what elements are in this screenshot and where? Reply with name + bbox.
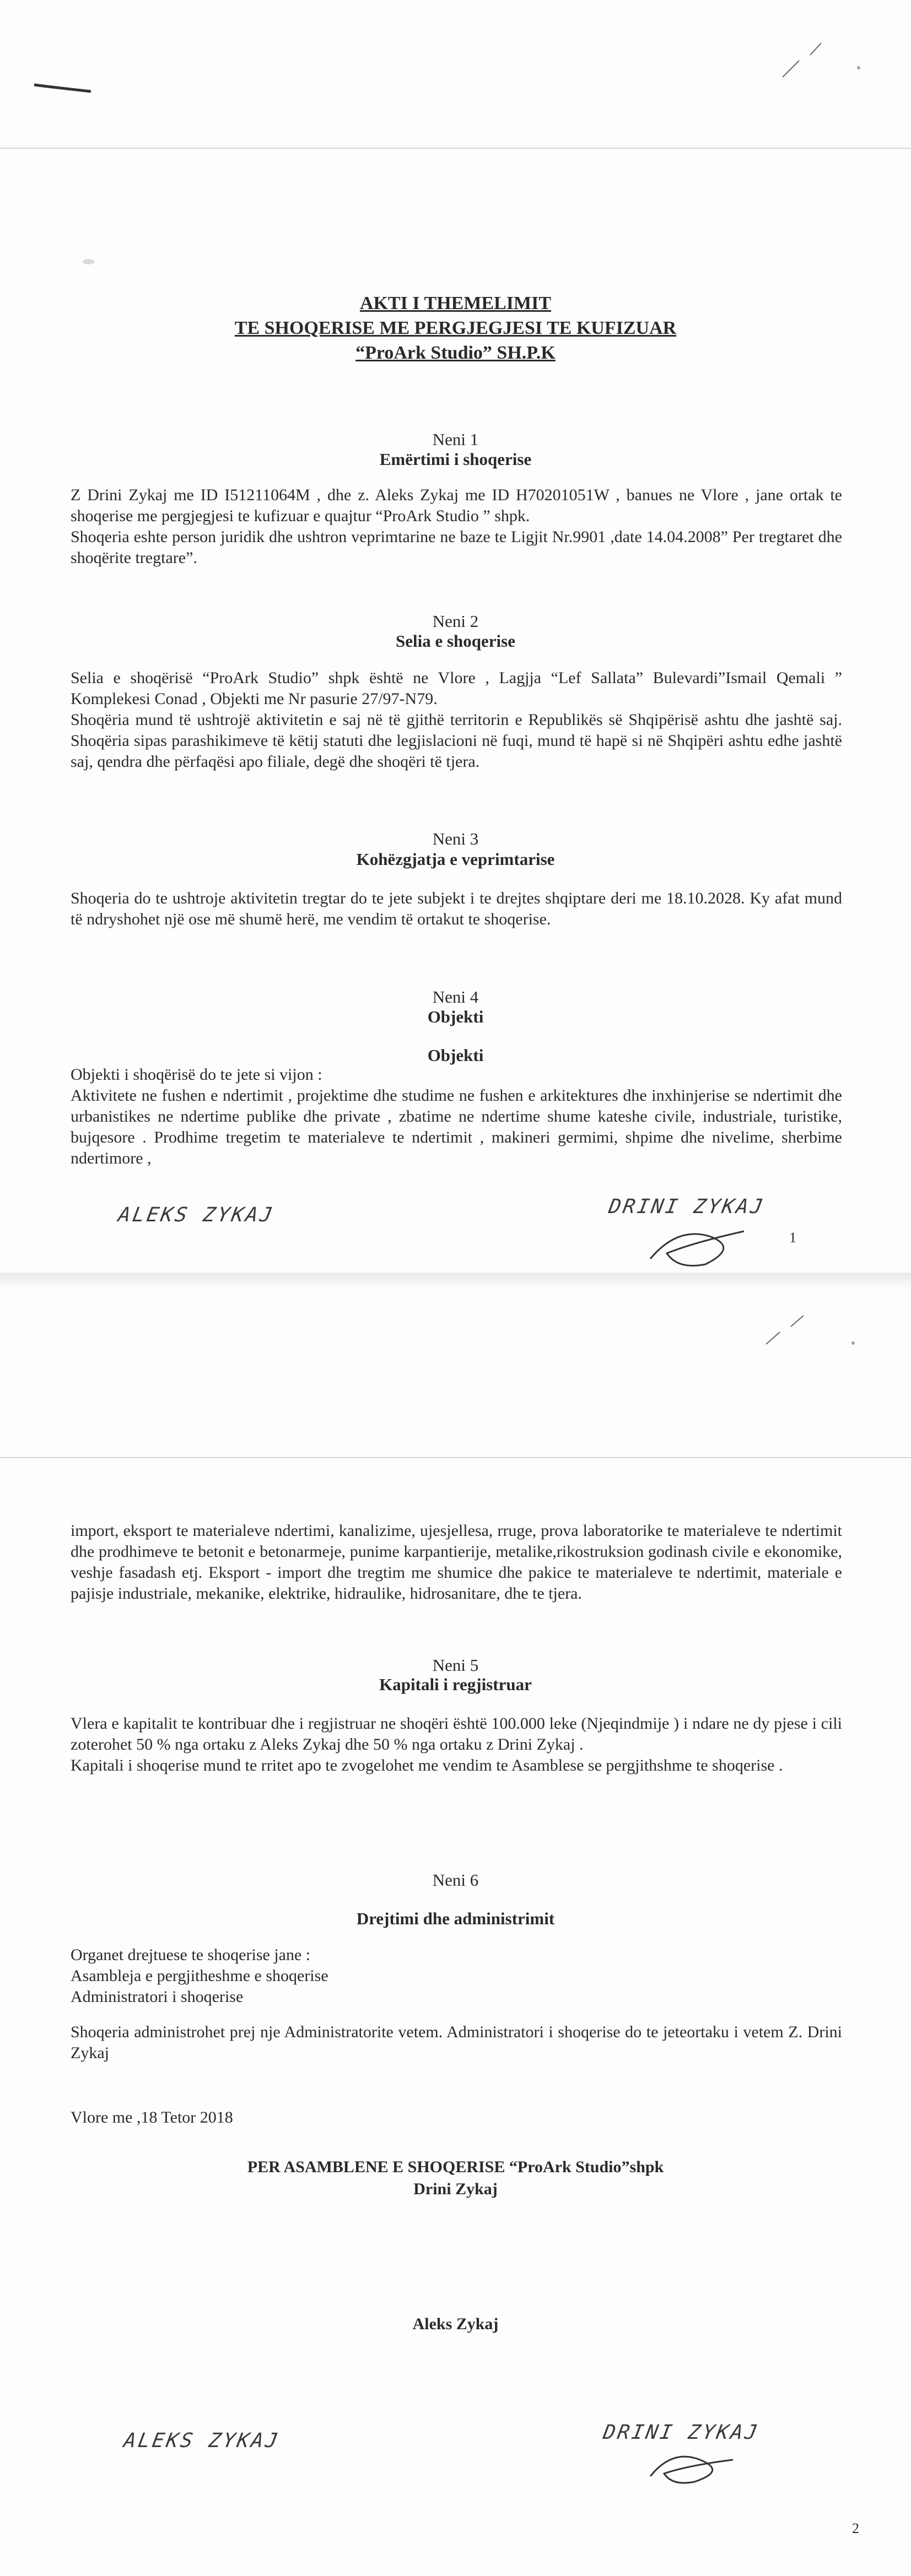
article-number: Neni 2 bbox=[432, 611, 479, 631]
document-title-line-1: AKTI I THEMELIMIT bbox=[359, 293, 551, 313]
handwritten-signature-right: DRINI ZYKAJ bbox=[607, 1195, 767, 1218]
paragraph: Selia e shoqërisë “ProArk Studio” shpk është ne Vlore , Lagjja “Lef Sallata” Bulevardi”Ismail Qemali ” Komplekesi Conad , Objekti me Nr pasurie 27/97-N79. bbox=[71, 669, 842, 708]
article-number: Neni 1 bbox=[432, 430, 479, 449]
article-heading: Objekti bbox=[427, 1007, 484, 1026]
article-number: Neni 4 bbox=[432, 987, 479, 1006]
paragraph: Organet drejtuese te shoqerise jane : bbox=[71, 1946, 311, 1964]
paragraph: Kapitali i shoqerise mund te rritet apo te zvogelohet me vendim te Asamblese se pergjithshme te shoqerise . bbox=[71, 1756, 783, 1774]
scan-mark bbox=[33, 77, 94, 94]
scan-mark bbox=[777, 39, 827, 83]
paragraph: Aktivitete ne fushen e ndertimit , projektime dhe studime ne fushen e arkitektures dhe inxhinjerise se ndertimit dhe urbanistikes ne ndertime publike dhe private , zbatime ne ndertime shume kateshe civile, industriale, turistike, bujqesore . Prodhime tregetim te materialeve te ndertimit , makineri germimi, shpime dhe nivelime, sherbime ndertimore , bbox=[71, 1086, 842, 1167]
paragraph: Z Drini Zykaj me ID I51211064M , dhe z. Aleks Zykaj me ID H70201051W , banues ne Vlore , jane ortak te shoqerise me pergjegjesi te kufizuar e quajtur “ProArk Studio ” shpk. bbox=[71, 486, 842, 525]
page-separator bbox=[0, 1273, 911, 1292]
handwritten-signature-right: DRINI ZYKAJ bbox=[601, 2421, 762, 2444]
signatory-1: Drini Zykaj bbox=[413, 2180, 498, 2198]
paragraph: Shoqëria mund të ushtrojë aktivitetin e saj në të gjithë territorin e Republikës së Shqipërisë ashtu dhe jashtë saj. Shoqëria sipas parashikimeve të këtij statuti dhe legjislacioni në fuqi, mund të hapë si në Shqipëri ashtu edhe jashtë saj, qendra dhe përfaqësi apo filiale, degë dhe shoqëri të tjera. bbox=[71, 711, 842, 771]
paragraph: Shoqeria administrohet prej nje Administratorite vetem. Administratori i shoqerise do te jeteortaku i vetem Z. Drini Zykaj bbox=[71, 2023, 842, 2062]
signatory-2: Aleks Zykaj bbox=[412, 2315, 499, 2333]
document-title-line-2: TE SHOQERISE ME PERGJEGJESI TE KUFIZUAR bbox=[234, 318, 677, 338]
article-number: Neni 5 bbox=[432, 1655, 479, 1675]
scan-mark bbox=[761, 1311, 810, 1350]
article-body bbox=[71, 485, 842, 569]
date-line: Vlore me ,18 Tetor 2018 bbox=[71, 2108, 233, 2126]
paragraph: Shoqeria eshte person juridik dhe ushtron veprimtarine ne baze te Ligjit Nr.9901 ,date 14.04.2008” Per tregtaret dhe shoqërite tregtare”. bbox=[71, 528, 842, 567]
article-number: Neni 6 bbox=[432, 1870, 479, 1890]
closing-title: PER ASAMBLENE E SHOQERISE “ProArk Studio”shpk bbox=[247, 2158, 664, 2176]
paragraph: Asambleja e pergjitheshme e shoqerise bbox=[71, 1967, 328, 1985]
article-body bbox=[71, 888, 842, 930]
paragraph: Objekti i shoqërisë do te jete si vijon : bbox=[71, 1065, 322, 1084]
article-body bbox=[71, 1713, 842, 1776]
article-heading: Kohëzgjatja e veprimtarise bbox=[356, 849, 555, 869]
article-heading: Selia e shoqerise bbox=[396, 631, 515, 651]
paragraph: import, eksport te materialeve ndertimi, kanalizime, ujesjellesa, rruge, prova laboratorike te materialeve te ndertimit dhe prodhimeve te betonit e betonarmeje, punime karpantierije, metalike,rikostruksion godinash civile e ekonomike, veshje fasadash etj. Eksport - import dhe tregtim me shumice dhe pakice te materialeve te ndertimit, materiale e pajisje industriale, mekanike, elektrike, hidraulike, hidrosanitare, dhe te tjera. bbox=[71, 1522, 842, 1603]
document-title-line-3: “ProArk Studio” SH.P.K bbox=[355, 343, 556, 363]
page-number: 1 bbox=[789, 1230, 796, 1246]
paragraph: Vlera e kapitalit te kontribuar dhe i regjistruar ne shoqëri është 100.000 leke (Njeqindmije ) i ndare ne dy pjese i cili zoterohet 50 % nga ortaku z Aleks Zykaj dhe 50 % nga ortaku z Drini Zykaj . bbox=[71, 1714, 842, 1754]
scan-speck bbox=[857, 66, 860, 69]
article-number: Neni 3 bbox=[432, 829, 479, 848]
article-heading: Drejtimi dhe administrimit bbox=[356, 1909, 555, 1928]
article-body-continued bbox=[71, 1520, 842, 1604]
signature-scribble bbox=[645, 2443, 738, 2487]
scan-speck bbox=[851, 1341, 855, 1345]
page-number: 2 bbox=[852, 2520, 859, 2536]
scan-edge-line bbox=[0, 148, 911, 149]
signature-scribble bbox=[645, 1220, 750, 1270]
document-page-1 bbox=[0, 0, 911, 1273]
paragraph: Administratori i shoqerise bbox=[71, 1988, 244, 2006]
article-body bbox=[71, 1064, 842, 1169]
scan-speck bbox=[83, 259, 95, 264]
scan-edge-line bbox=[0, 1457, 911, 1458]
article-heading: Kapitali i regjistruar bbox=[379, 1675, 532, 1694]
article-body bbox=[71, 2022, 842, 2064]
article-heading: Emërtimi i shoqerise bbox=[379, 450, 532, 469]
article-subheading: Objekti bbox=[427, 1046, 484, 1065]
article-body bbox=[71, 668, 842, 772]
handwritten-signature-left: ALEKS ZYKAJ bbox=[122, 2429, 282, 2452]
article-body bbox=[71, 1945, 842, 2007]
paragraph: Shoqeria do te ushtroje aktivitetin tregtar do te jete subjekt i te drejtes shqiptare deri me 18.10.2028. Ky afat mund të ndryshohet një ose më shumë herë, me vendim të ortakut te shoqerise. bbox=[71, 889, 842, 928]
handwritten-signature-left: ALEKS ZYKAJ bbox=[116, 1204, 277, 1226]
document-page-2 bbox=[0, 1292, 911, 2576]
